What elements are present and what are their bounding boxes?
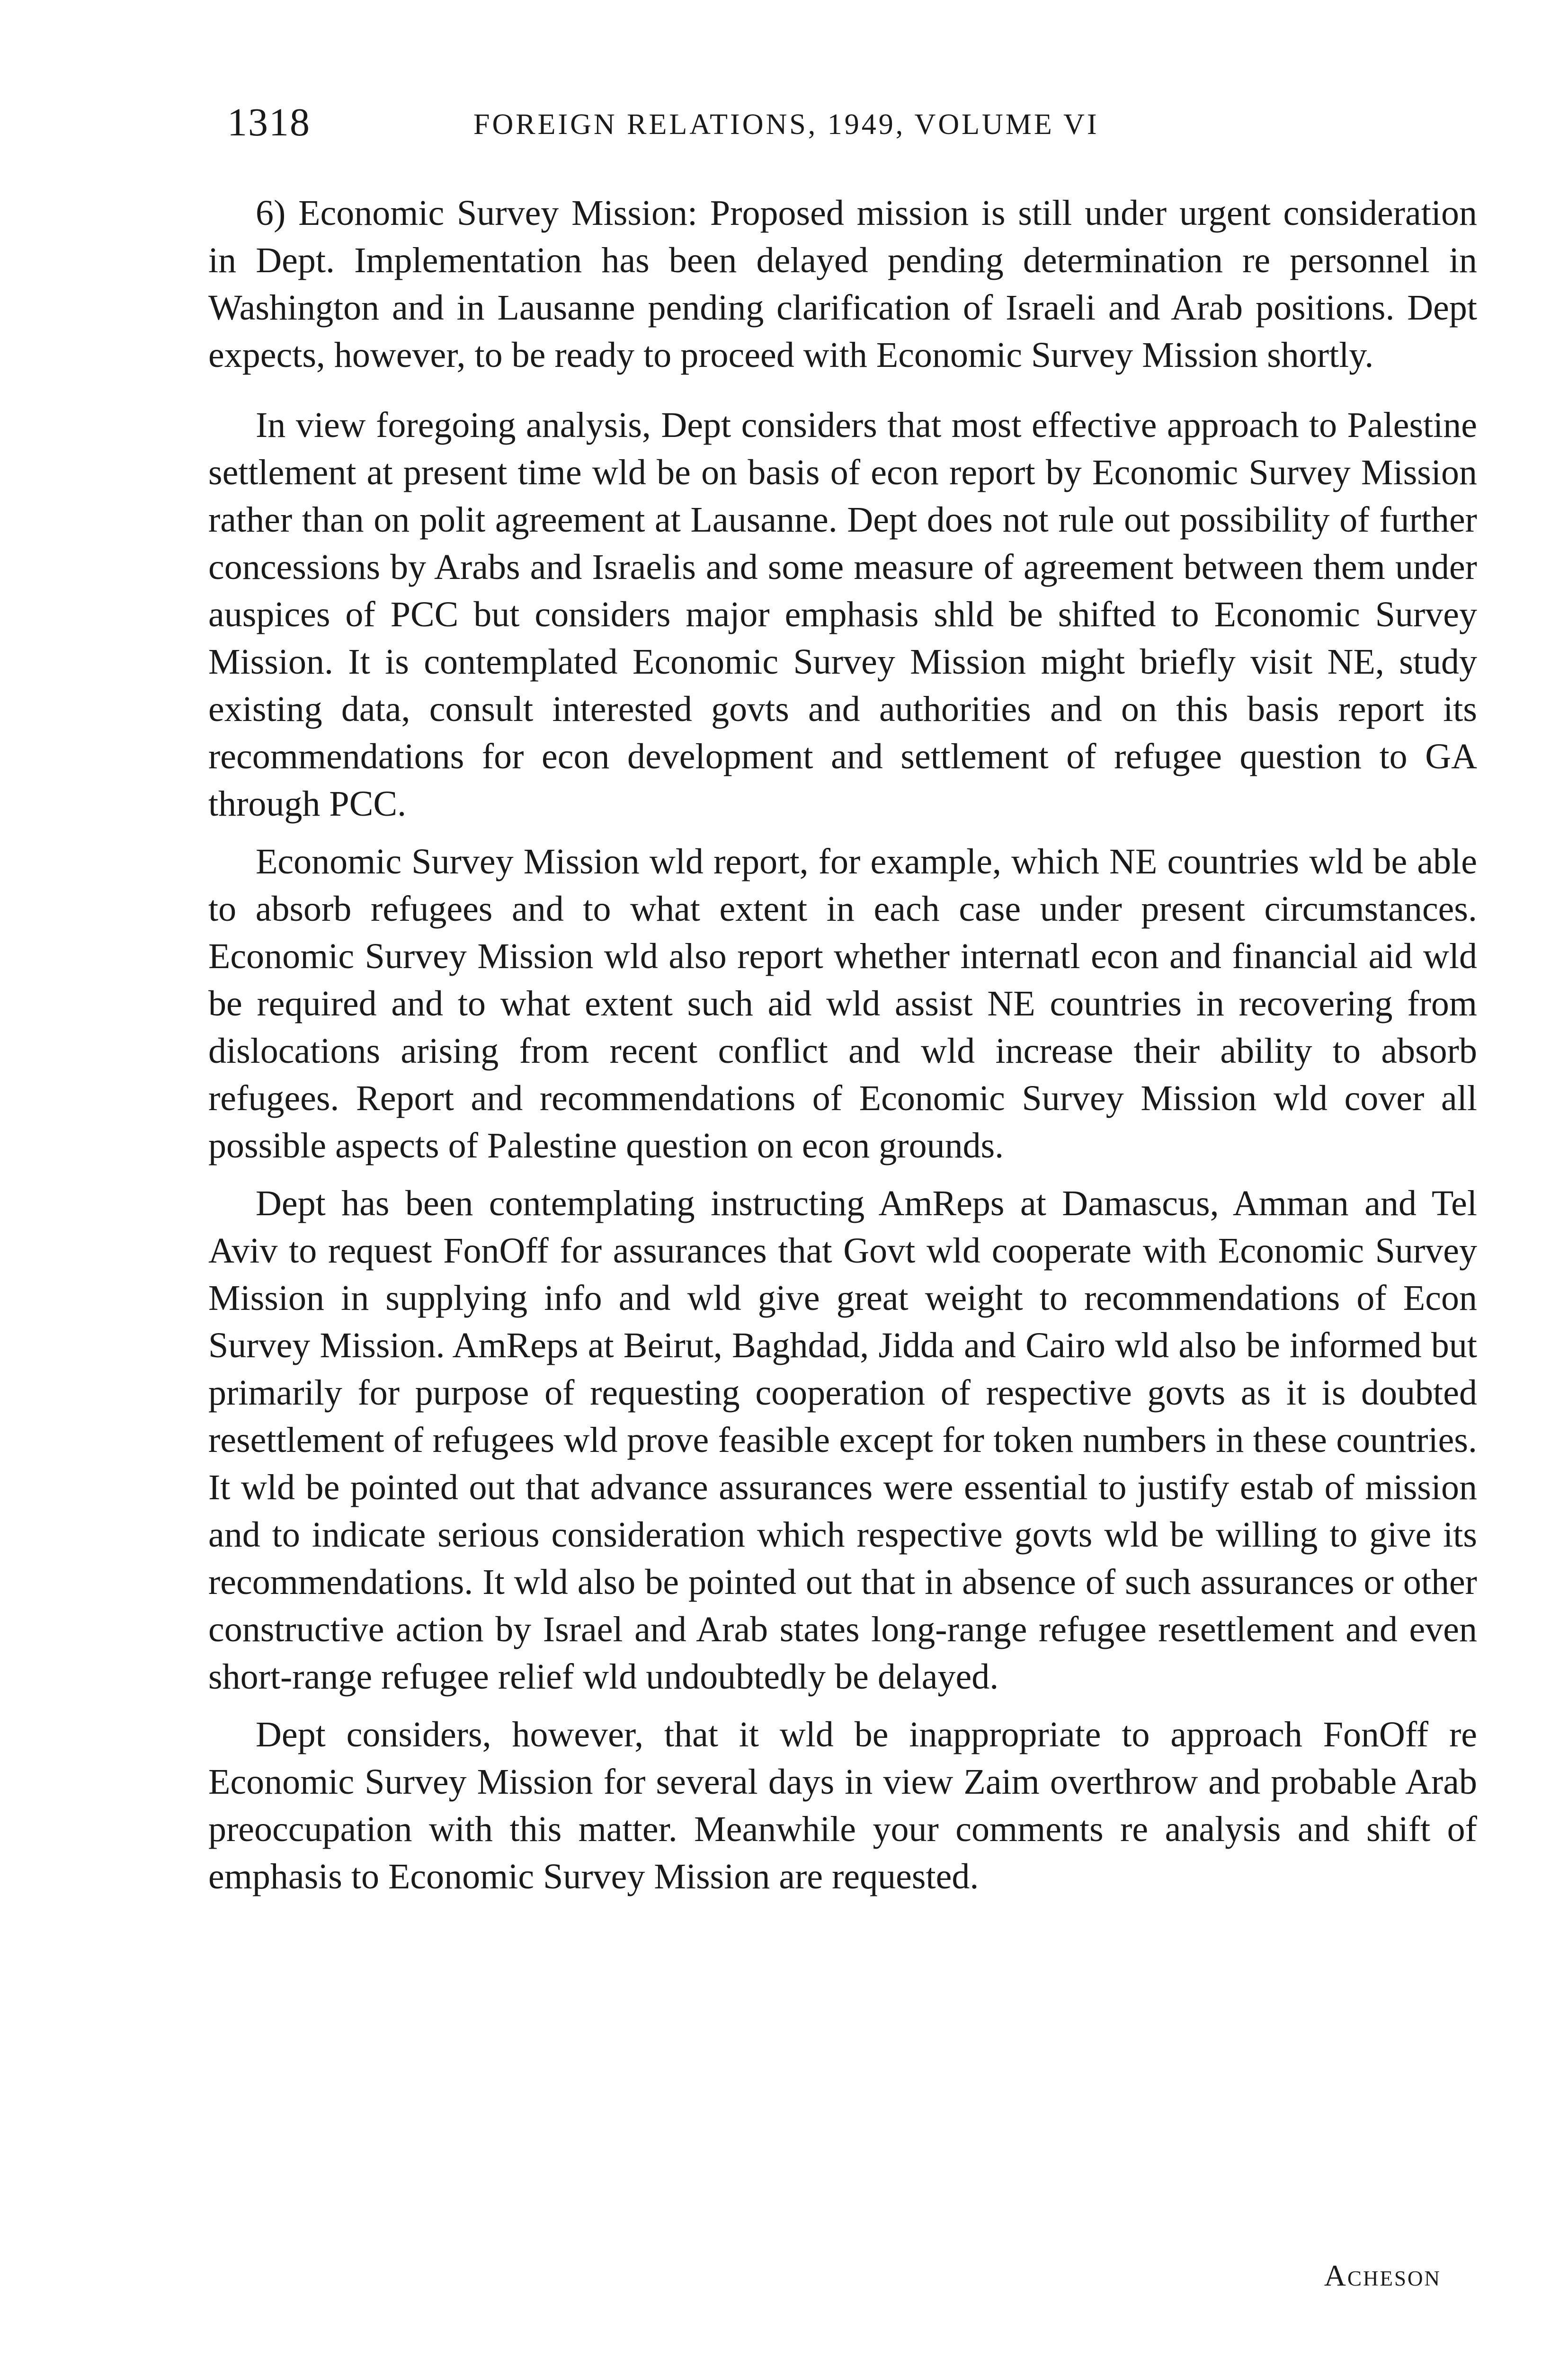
paragraph-economic-survey-mission: 6) Economic Survey Mission: Proposed mission is still under urgent consideration in Dept. Implementation has been delayed pending determination re personnel in Washington and in Lausanne pending clarification of Israeli and Arab positions. Dept expects, however, to be ready to proceed with Economic Survey Mission shortly. bbox=[208, 193, 1477, 375]
paragraph-foregoing-analysis: In view foregoing analysis, Dept considers that most effective approach to Palestine settlement at present time wld be on basis of econ report by Economic Survey Mission rather than on polit agreement at Lausanne. Dept does not rule out possibility of further concessions by Arabs and Israelis and some measure of agreement between them under auspices of PCC but considers major emphasis shld be shifted to Economic Survey Mission. It is contemplated Economic Survey Mission might briefly visit NE, study existing data, consult interested govts and authorities and on this basis report its recommendations for econ development and settlement of refugee question to GA through PCC. bbox=[208, 405, 1477, 824]
paragraph-mission-report: Economic Survey Mission wld report, for example, which NE countries wld be able to absorb refugees and to what extent in each case under present circumstances. Economic Survey Mission wld also report whether internatl econ and financial aid wld be required and to what extent such aid wld assist NE countries in recovering from dislocations arising from recent conflict and wld increase their ability to absorb refugees. Report and recommendations of Economic Survey Mission wld cover all possible aspects of Palestine question on econ grounds. bbox=[208, 842, 1477, 1166]
paragraph-amreps-instructions: Dept has been contemplating instructing AmReps at Damascus, Amman and Tel Aviv to request FonOff for assurances that Govt wld cooperate with Economic Survey Mission in supplying info and wld give great weight to recommendations of Econ Survey Mission. AmReps at Beirut, Baghdad, Jidda and Cairo wld also be informed but primarily for purpose of requesting cooperation of respective govts as it is doubted resettlement of refugees wld prove feasible except for token numbers in these countries. It wld be pointed out that advance assurances were essential to justify estab of mission and to indicate serious consideration which respective govts wld be willing to give its recommendations. It wld also be pointed out that in absence of such assurances or other constructive action by Israel and Arab states long-range refugee resettlement and even short-range refugee relief wld undoubtedly be delayed. bbox=[208, 1184, 1477, 1697]
page-header bbox=[208, 95, 1458, 161]
running-head: FOREIGN RELATIONS, 1949, VOLUME VI bbox=[473, 108, 1099, 141]
page-number: 1318 bbox=[227, 100, 311, 144]
paragraph-zaim-overthrow: Dept considers, however, that it wld be inappropriate to approach FonOff re Economic Survey Mission for several days in view Zaim overthrow and probable Arab preoccupation with this matter. Meanwhile your comments re analysis and shift of emphasis to Economic Survey Mission are requested. bbox=[208, 1715, 1477, 1896]
signature: Acheson bbox=[1324, 2259, 1441, 2292]
body-text bbox=[208, 189, 1477, 1911]
